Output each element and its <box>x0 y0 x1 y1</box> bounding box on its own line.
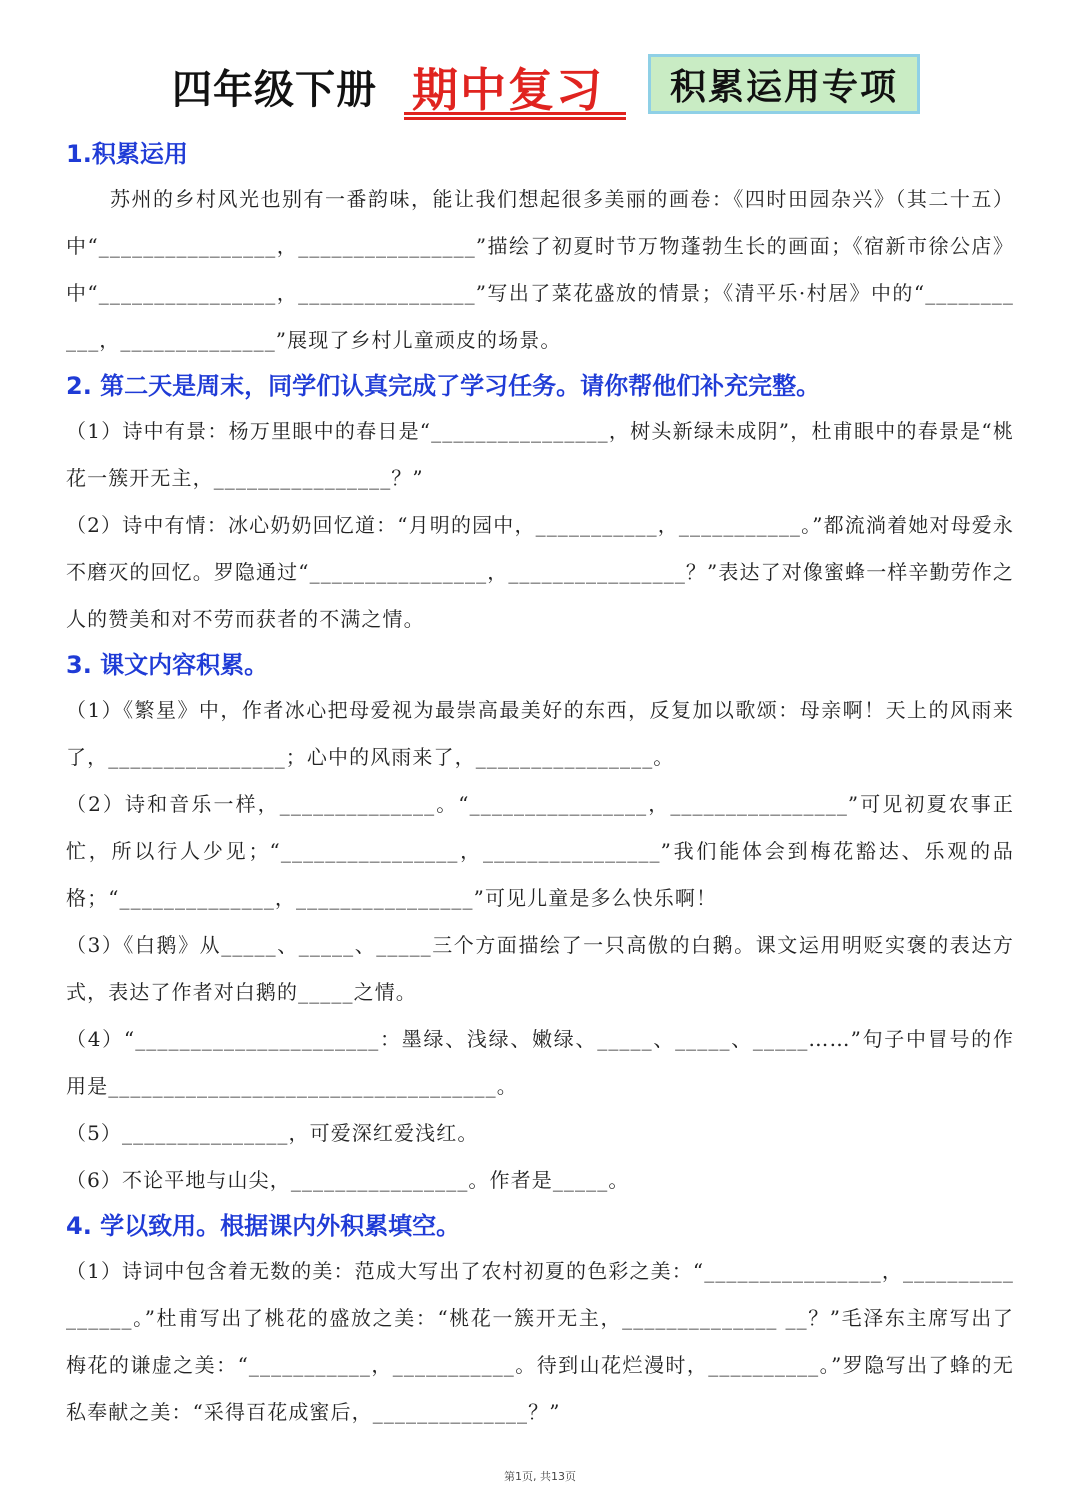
section-2-question-1: （1）诗中有景：杨万里眼中的春日是“________________，树头新绿未成阴”，杜甫眼中的春景是“桃花一簇开无主，________________？” <box>66 419 1014 490</box>
section-3-question-3: （3）《白鹅》从_____、_____、_____三个方面描绘了一只高傲的白鹅。课文运用明贬实褒的表达方式，表达了作者对白鹅的_____之情。 <box>66 933 1014 1004</box>
section-4-title: 4. 学以致用。根据课内外积累填空。 <box>66 1212 461 1240</box>
section-3-question-1: （1）《繁星》中，作者冰心把母爱视为最崇高最美好的东西，反复加以歌颂：母亲啊！天上的风雨来了，________________；心中的风雨来了，________________。 <box>66 698 1014 769</box>
worksheet-content <box>66 132 1014 1436</box>
section-3-question-6: （6）不论平地与山尖，________________。作者是_____。 <box>66 1168 630 1192</box>
section-2-title: 2. 第二天是周末，同学们认真完成了学习任务。请你帮他们补充完整。 <box>66 372 821 400</box>
page-title: 四年级下册 <box>172 67 377 113</box>
title-highlight: 期中复习 <box>412 63 604 117</box>
title-tag: 积累运用专项 <box>648 54 920 114</box>
section-3-question-4: （4）“______________________：墨绿、浅绿、嫩绿、_____、_____、_____……”句子中冒号的作用是___________________________________。 <box>66 1027 1014 1098</box>
section-1-title: 1.积累运用 <box>66 140 188 168</box>
section-3-title: 3. 课文内容积累。 <box>66 651 269 679</box>
page-number: 第1页, 共13页 <box>504 1470 576 1483</box>
section-1-paragraph-1: 苏州的乡村风光也别有一番韵味，能让我们想起很多美丽的画卷：《四时田园杂兴》（其二十五）中“________________，________________”描绘了初夏时节万物蓬勃生长的画面；《宿新市徐公店》中“________________，________________”写出了菜花盛放的情景；《清平乐·村居》中的“___________，______________”展现了乡村儿童顽皮的场景。 <box>66 187 1014 352</box>
section-2-question-2: （2）诗中有情：冰心奶奶回忆道：“月明的园中，___________，___________。”都流淌着她对母爱永不磨灭的回忆。罗隐通过“________________，________________？”表达了对像蜜蜂一样辛勤劳作之人的赞美和对不劳而获者的不满之情。 <box>66 513 1014 631</box>
section-3-question-2: （2）诗和音乐一样，______________。“________________，________________”可见初夏农事正忙，所以行人少见；“________________，________________”我们能体会到梅花豁达、乐观的品格；“______________，________________”可见儿童是多么快乐啊！ <box>66 792 1014 910</box>
section-4-question-1: （1）诗词中包含着无数的美：范成大写出了农村初夏的色彩之美：“________________，________________。”杜甫写出了桃花的盛放之美：“桃花一簇开无主，______________ __？”毛泽东主席写出了梅花的谦虚之美：“___________，___________。待到山花烂漫时，__________。”罗隐写出了蜂的无私奉献之美：“采得百花成蜜后，______________？” <box>66 1259 1014 1424</box>
title-underline <box>404 112 626 120</box>
page-header <box>0 52 1080 122</box>
section-3-question-5: （5）_______________，可爱深红爱浅红。 <box>66 1121 479 1145</box>
